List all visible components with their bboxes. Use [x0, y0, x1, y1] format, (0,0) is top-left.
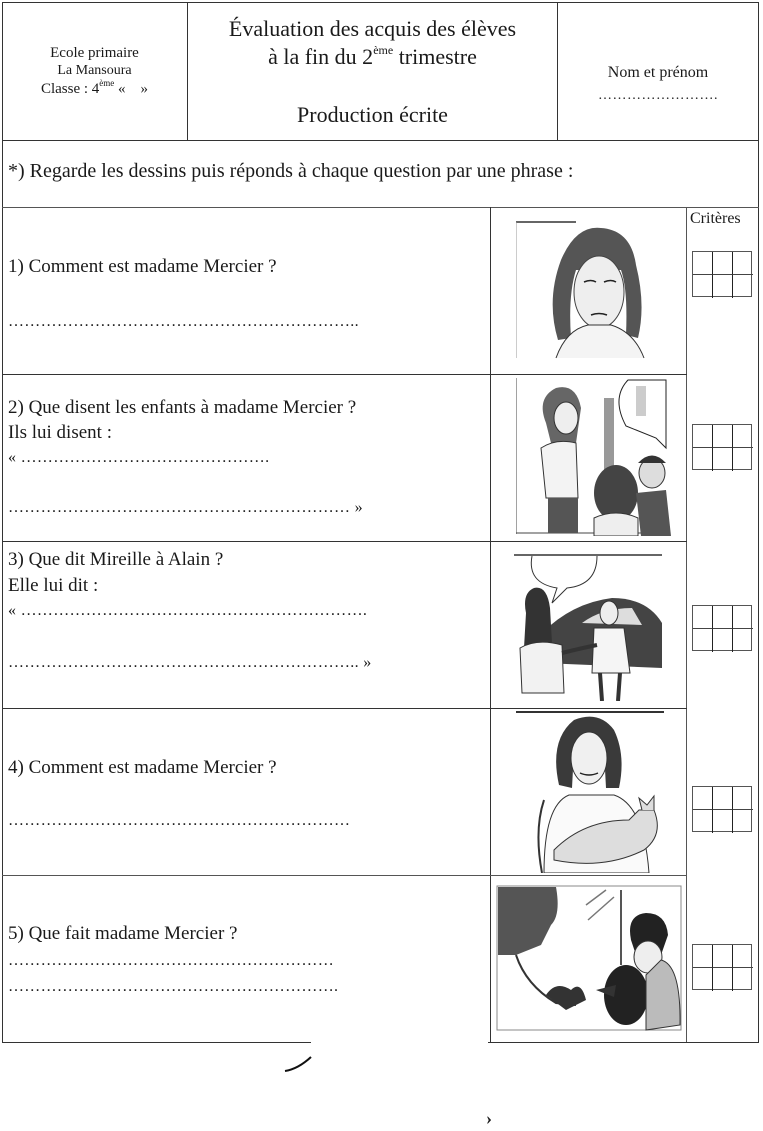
criteria-cell[interactable]: [733, 629, 753, 652]
criteria-cell[interactable]: [713, 968, 733, 991]
table-bottom-border-left: [2, 1042, 311, 1043]
school-name: Ecole primaire: [50, 45, 139, 61]
class-suffix: « »: [114, 81, 149, 97]
woman-with-cat-illustration: [514, 710, 680, 873]
student-name-block: [558, 2, 758, 140]
school-info: [2, 2, 187, 140]
header-bottom-border: [2, 140, 759, 141]
criteria-cell[interactable]: [713, 945, 733, 968]
image-column-left-border: [490, 207, 491, 1042]
class-prefix: Classe : 4: [40, 81, 100, 97]
exam-title-line1: Évaluation des acquis des élèves: [228, 16, 517, 41]
criteria-cell[interactable]: [693, 275, 713, 298]
answer-line-5b[interactable]: …………………………………………………….: [8, 978, 339, 995]
exam-subject: Production écrite: [297, 102, 448, 127]
criteria-cell[interactable]: [713, 425, 733, 448]
student-name-field[interactable]: …………………….: [598, 88, 718, 103]
criteria-grid-3[interactable]: [692, 605, 752, 651]
criteria-cell[interactable]: [733, 448, 753, 471]
question-1: 1) Comment est madame Mercier ?: [8, 256, 277, 277]
criteria-cell[interactable]: [693, 945, 713, 968]
criteria-grid-1[interactable]: [692, 251, 752, 297]
woman-flowers-illustration: [496, 885, 682, 1031]
criteria-column-left-border: [686, 207, 687, 1042]
criteria-cell[interactable]: [713, 448, 733, 471]
exam-title-block: [188, 2, 557, 140]
exam-title-line2: [188, 44, 557, 70]
answer-line-2a[interactable]: « ……………………………………….: [8, 449, 270, 466]
image-sad-woman: [516, 220, 676, 360]
criteria-grid-4[interactable]: [692, 786, 752, 832]
criteria-cell[interactable]: [733, 275, 753, 298]
outer-border-left: [2, 2, 3, 1042]
criteria-cell[interactable]: [693, 252, 713, 275]
answer-line-2b[interactable]: ……………………………………………………… »: [8, 499, 363, 516]
instruction-bottom-border: [2, 207, 759, 208]
image-children-talking: [516, 378, 680, 536]
answer-line-1a[interactable]: ………………………………………………………..: [8, 313, 359, 330]
stray-mark: ›: [486, 1108, 492, 1128]
criteria-cell[interactable]: [693, 606, 713, 629]
question-4: 4) Comment est madame Mercier ?: [8, 757, 277, 778]
row-divider-4: [2, 875, 687, 876]
title-line2-sup: ème: [373, 43, 394, 57]
title-line2-prefix: à la fin du 2: [268, 44, 374, 69]
question-2-intro: Ils lui disent :: [8, 422, 112, 443]
answer-line-3b[interactable]: ……………………………………………………….. »: [8, 654, 372, 671]
question-3: 3) Que dit Mireille à Alain ?: [8, 549, 224, 570]
school-city: La Mansoura: [57, 63, 132, 78]
children-talking-illustration: [516, 378, 680, 536]
criteria-cell[interactable]: [733, 252, 753, 275]
answer-line-4a[interactable]: ………………………………………………………: [8, 812, 351, 829]
criteria-cell[interactable]: [693, 629, 713, 652]
criteria-cell[interactable]: [713, 787, 733, 810]
answer-line-5a[interactable]: ……………………………………………………: [8, 952, 334, 969]
criteria-cell[interactable]: [733, 606, 753, 629]
answer-line-3a[interactable]: « ……………………………………………………….: [8, 602, 368, 619]
class-label: [41, 80, 148, 98]
sad-woman-illustration: [516, 220, 676, 360]
stray-pen-mark-icon: [283, 1055, 313, 1075]
criteria-cell[interactable]: [693, 425, 713, 448]
criteria-cell[interactable]: [713, 606, 733, 629]
question-2: 2) Que disent les enfants à madame Mercier ?: [8, 397, 357, 418]
criteria-cell[interactable]: [733, 425, 753, 448]
criteria-cell[interactable]: [693, 968, 713, 991]
image-woman-giving-flowers: [496, 885, 682, 1031]
criteria-cell[interactable]: [713, 629, 733, 652]
row-divider-3: [2, 708, 687, 709]
question-5: 5) Que fait madame Mercier ?: [8, 923, 238, 944]
criteria-cell[interactable]: [713, 810, 733, 833]
criteria-grid-2[interactable]: [692, 424, 752, 470]
criteria-cell[interactable]: [713, 252, 733, 275]
girl-boy-car-illustration: [512, 553, 676, 701]
class-sup: ème: [99, 78, 115, 88]
row-divider-2: [2, 541, 687, 542]
table-bottom-border-right: [488, 1042, 759, 1043]
title-line2-suffix: trimestre: [393, 44, 477, 69]
image-woman-with-cat: [514, 710, 680, 873]
criteria-cell[interactable]: [713, 275, 733, 298]
criteria-cell[interactable]: [733, 810, 753, 833]
image-girl-and-boy-car: [512, 553, 676, 701]
criteria-header: Critères: [690, 210, 741, 227]
instruction-text: *) Regarde les dessins puis réponds à chaque question par une phrase :: [8, 160, 574, 182]
criteria-cell[interactable]: [693, 448, 713, 471]
outer-border-right: [758, 2, 759, 1042]
criteria-cell[interactable]: [733, 945, 753, 968]
criteria-cell[interactable]: [693, 810, 713, 833]
criteria-cell[interactable]: [733, 968, 753, 991]
criteria-cell[interactable]: [733, 787, 753, 810]
row-divider-1: [2, 374, 687, 375]
criteria-cell[interactable]: [693, 787, 713, 810]
question-3-intro: Elle lui dit :: [8, 575, 99, 596]
student-name-label: Nom et prénom: [607, 64, 709, 81]
criteria-grid-5[interactable]: [692, 944, 752, 990]
